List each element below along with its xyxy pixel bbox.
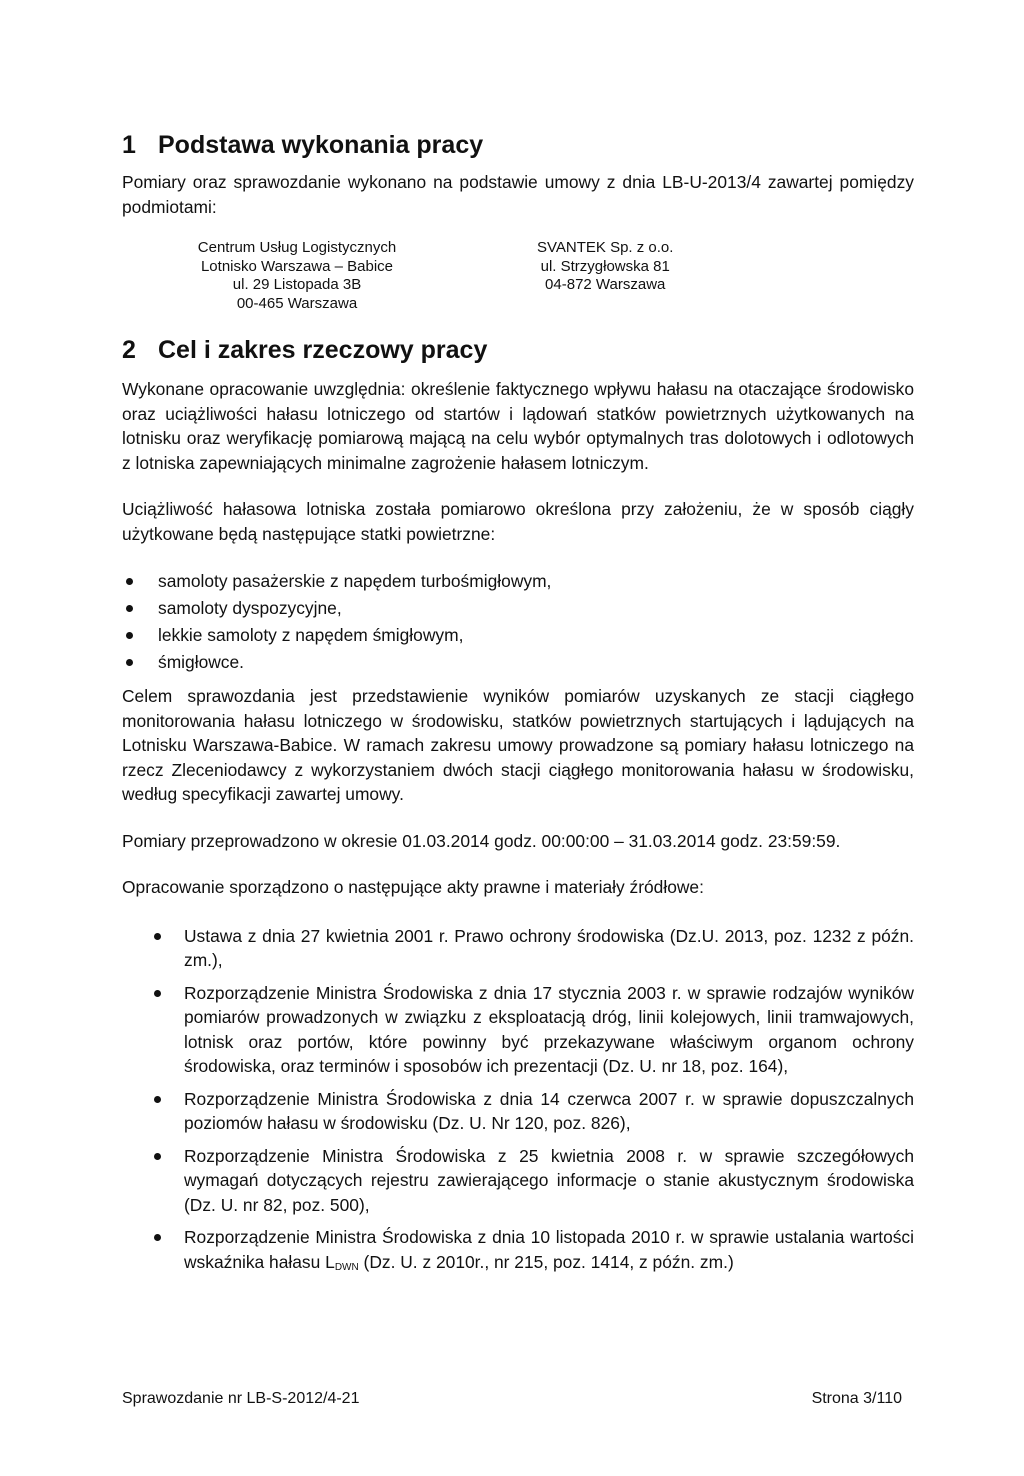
section-2-number: 2: [122, 336, 136, 364]
list-item: [122, 1225, 914, 1280]
list-item: [122, 595, 914, 622]
section-2-title: Cel i zakres rzeczowy pracy: [158, 336, 488, 364]
party-left: [122, 239, 472, 313]
list-item-text: Rozporządzenie Ministra Środowiska z 25 kwietnia 2008 r. w sprawie szczegółowych wymagań dotyczących rejestru zawierającego informacje o stanie akustycznym środowiska (Dz. U. nr 82, poz. 500),: [184, 1145, 914, 1215]
list-item: [122, 649, 914, 676]
party-left-line: Centrum Usług Logistycznych: [197, 239, 397, 256]
section-1-intro: Pomiary oraz sprawozdanie wykonano na podstawie umowy z dnia LB-U-2013/4 zawartej pomiędzy podmiotami:: [122, 172, 914, 217]
bullet-icon: [126, 605, 133, 612]
list-item-text: śmigłowce.: [158, 652, 245, 672]
bullet-icon: [126, 578, 133, 585]
bullet-icon: [154, 1096, 161, 1103]
party-left-line: 00-465 Warszawa: [236, 294, 358, 312]
legal-last-text: Rozporządzenie Ministra Środowiska z dnia 10 listopada 2010 r. w sprawie ustalania wartości wskaźnika hałasu L: [184, 1227, 914, 1272]
section-2-paragraph-3: Celem sprawozdania jest przedstawienie wyników pomiarów uzyskanych ze stacji ciągłego monitorowania hałasu lotniczego w środowisku, statków powietrznych startujących i lądujących na Lotnisku Warszawa-Babice. W ramach zakresu umowy prowadzone są pomiary hałasu lotniczego na rzecz Zleceniodawcy z wykorzystaniem dwóch stacji ciągłego monitorowania hałasu w środowisku, według specyfikacji zawartej umowy.: [122, 686, 914, 804]
section-2-heading: [122, 335, 914, 365]
section-1-heading: [122, 130, 914, 160]
list-item-text: [184, 1227, 914, 1272]
legal-last-text-end: (Dz. U. z 2010r., nr 215, poz. 1414, z późn. zm.): [358, 1251, 734, 1272]
list-item-text: Ustawa z dnia 27 kwietnia 2001 r. Prawo ochrony środowiska (Dz.U. 2013, poz. 1232 z późn. zm.),: [184, 925, 914, 970]
section-2-paragraph-4: Pomiary przeprowadzono w okresie 01.03.2014 godz. 00:00:00 – 31.03.2014 godz. 23:59:59.: [122, 830, 841, 851]
section-2-paragraph-2: Uciążliwość hałasowa lotniska została pomiarowo określona przy założeniu, że w sposób ciągły użytkowane będą następujące statki powietrzne:: [122, 499, 914, 544]
list-item: [122, 924, 914, 973]
bullet-icon: [154, 933, 161, 940]
party-right-line: ul. Strzygłowska 81: [540, 257, 670, 275]
party-left-line: ul. 29 Listopada 3B: [232, 276, 362, 293]
section-2-paragraph-1: Wykonane opracowanie uwzględnia: określenie faktycznego wpływu hałasu na otaczające środowisko oraz uciążliwości hałasu lotniczego od startów i lądowań statków powietrznych użytkowanych na lotnisku oraz weryfikację pomiarową mającą na celu wybór optymalnych tras dolotowych i odlotowych z lotniska zapewniających minimalne zagrożenie hałasem lotniczym.: [122, 379, 914, 473]
footer-page-number: Strona 3/110: [811, 1390, 902, 1407]
list-item: [122, 622, 914, 649]
list-item-text: lekkie samoloty z napędem śmigłowym,: [158, 625, 464, 645]
list-item-text: samoloty pasażerskie z napędem turbośmigłowym,: [158, 571, 552, 591]
party-right: [537, 239, 673, 313]
party-right-line: 04-872 Warszawa: [545, 276, 666, 293]
party-left-line: Lotnisko Warszawa – Babice: [200, 257, 394, 275]
bullet-icon: [154, 1153, 161, 1160]
section-1-number: 1: [122, 131, 136, 159]
section-1-title: Podstawa wykonania pracy: [158, 131, 484, 159]
ldwn-subscript: DWN: [334, 1261, 359, 1273]
bullet-icon: [154, 1234, 161, 1241]
party-right-line: SVANTEK Sp. z o.o.: [537, 239, 674, 256]
list-item-text: samoloty dyspozycyjne,: [158, 598, 342, 618]
footer-report-number: Sprawozdanie nr LB-S-2012/4-21: [122, 1390, 360, 1407]
list-item: [122, 568, 914, 595]
list-item: [122, 1087, 914, 1136]
section-2-paragraph-5: Opracowanie sporządzono o następujące akty prawne i materiały źródłowe:: [122, 877, 704, 897]
legal-acts-list: [122, 924, 914, 1281]
bullet-icon: [154, 990, 161, 997]
page-footer: [122, 1390, 902, 1408]
bullet-icon: [126, 659, 133, 666]
parties-block: [122, 239, 914, 313]
list-item: [122, 981, 914, 1079]
list-item-text: Rozporządzenie Ministra Środowiska z dnia 14 czerwca 2007 r. w sprawie dopuszczalnych poziomów hałasu w środowisku (Dz. U. Nr 120, poz. 826),: [184, 1088, 914, 1133]
list-item: [122, 1144, 914, 1218]
bullet-icon: [126, 632, 133, 639]
aircraft-list: [122, 568, 914, 676]
list-item-text: Rozporządzenie Ministra Środowiska z dnia 17 stycznia 2003 r. w sprawie rodzajów wyników pomiarów prowadzonych w związku z eksploatacją dróg, linii kolejowych, linii tramwajowych, lotnisk oraz portów, które powinny być przekazywane właściwym organom ochrony środowiska, oraz terminów i sposobów ich prezentacji (Dz. U. nr 18, poz. 164),: [184, 982, 914, 1076]
